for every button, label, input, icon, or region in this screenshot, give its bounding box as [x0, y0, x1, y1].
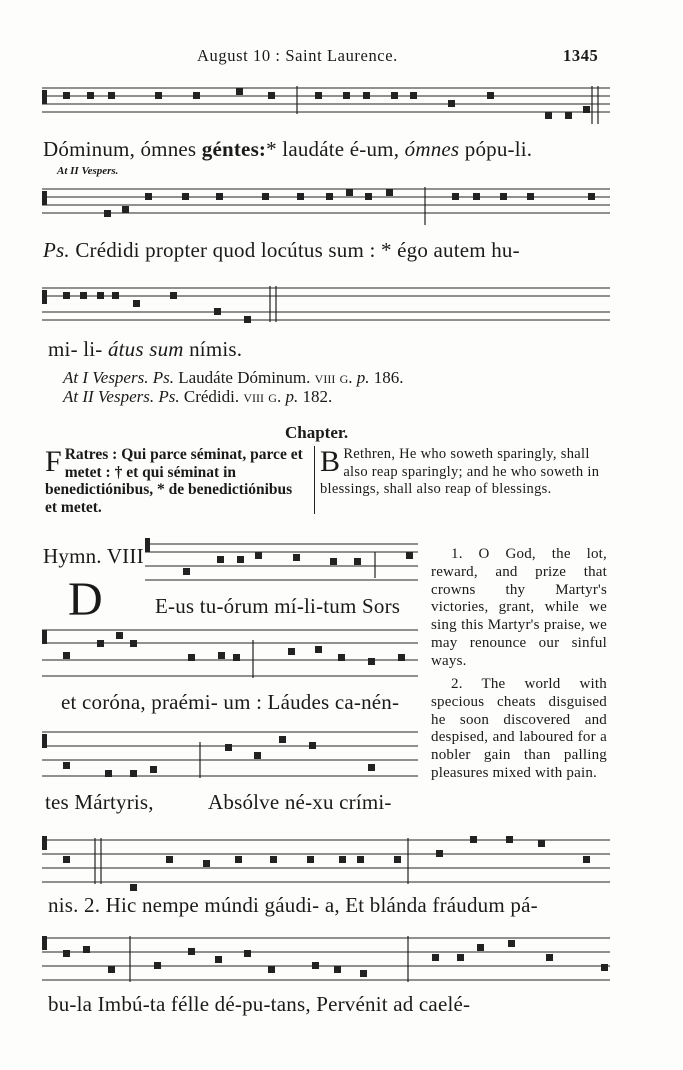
chant3-lyrics-b: átus sum — [107, 337, 184, 361]
chant3-lyrics — [48, 337, 242, 362]
vespers-label: At II Vespers. — [57, 165, 119, 177]
reference-text: Laudáte Dóminum. — [178, 368, 311, 387]
ps-label: Ps. — [43, 238, 70, 262]
hymn-translation-1: 1. O God, the lot, reward, and prize that crowns thy Martyr's victories, grant, while we sing this Martyr's praise, we may renounce our sinful ways. — [431, 546, 607, 669]
reference-p: p. — [285, 387, 299, 406]
hymn-line5: bu-la Imbú-ta félle dé-pu-tans, Pervénit ad caelé- — [48, 992, 471, 1016]
chant1-lyrics-e: pópu-li. — [464, 137, 533, 161]
hymn-line2: et coróna, praémi- um : Láudes ca-nén- — [61, 690, 400, 714]
chant1-lyrics-c: * laudáte é-um, — [266, 137, 400, 161]
chant2-text: Crédidi propter quod locútus sum : * égo autem hu- — [75, 238, 520, 262]
chapter-latin — [45, 446, 307, 516]
chant3-lyrics-c: nímis. — [189, 337, 243, 361]
chapter-latin-text: Ratres : Qui parce séminat, parce et metet : † et qui séminat in benedictiónibus, * de benedictiónibus et metet. — [45, 446, 303, 516]
hymn-label: Hymn. VIII — [43, 544, 144, 568]
hymn-line3a: tes Mártyris, — [45, 790, 154, 814]
reference-page: 182. — [302, 387, 333, 406]
hymn-line4: nis. 2. Hic nempe múndi gáudi- a, Et blánda fráudum pá- — [48, 893, 538, 917]
hymn-initial: D — [68, 573, 103, 626]
chant1-lyrics-d: ómnes — [404, 137, 460, 161]
chapter-latin-initial: F — [45, 445, 62, 478]
reference-mode: viii g. — [314, 368, 353, 387]
page-number: 1345 — [563, 46, 599, 65]
reference-mode: viii g. — [243, 387, 282, 406]
chant2-lyrics — [43, 238, 520, 263]
hymn-line1: E-us tu-órum mí-li-tum Sors — [155, 594, 401, 618]
hymn-translation-2: 2. The world with specious cheats disguised he soon discovered and despised, and laboured for a nobler gain than palling pleasures mixed with pain. — [431, 676, 607, 781]
reference-p: p. — [356, 368, 370, 387]
reference-page: 186. — [373, 368, 404, 387]
reference-prefix: At II Vespers. Ps. — [63, 387, 180, 406]
reference-line — [63, 387, 332, 407]
hymn-line3b: Absólve né-xu crími- — [208, 790, 392, 814]
chant1-lyrics-a: Dóminum, ómnes — [43, 137, 197, 161]
chant1-lyrics-b: géntes: — [201, 137, 267, 161]
reference-prefix: At I Vespers. Ps. — [63, 368, 174, 387]
reference-line — [63, 368, 404, 388]
chant1-lyrics — [43, 137, 532, 162]
chapter-english-initial: B — [320, 445, 341, 478]
chapter-english — [320, 446, 610, 499]
reference-text: Crédidi. — [183, 387, 240, 406]
chant3-lyrics-a: mi- li- — [48, 337, 103, 361]
chapter-english-text: Rethren, He who soweth sparingly, shall also reap sparingly; and he who soweth in blessings, shall also reap of blessings. — [320, 446, 600, 497]
running-header: August 10 : Saint Laurence. — [197, 46, 398, 65]
column-divider — [314, 446, 315, 514]
chapter-title: Chapter. — [285, 423, 349, 442]
